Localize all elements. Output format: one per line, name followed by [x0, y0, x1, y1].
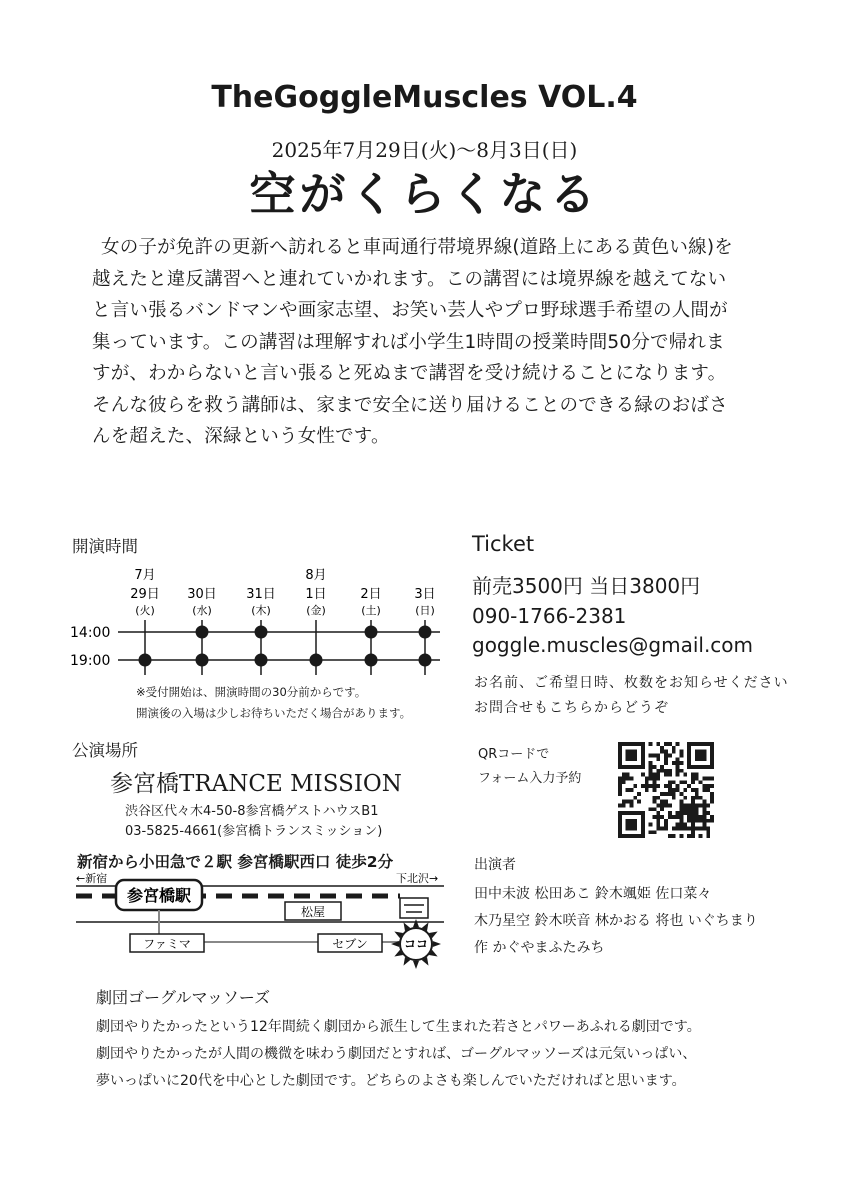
day-month: 7月 — [134, 568, 156, 583]
schedule-note-1: ※受付開始は、開演時間の30分前からです。 — [136, 685, 367, 699]
schedule-note-2: 開演後の入場は少しお待ちいただく場合があります。 — [136, 706, 412, 720]
performance-dot-1900 — [196, 654, 209, 667]
here-label: ココ — [403, 937, 429, 951]
venue-name: 参宮橋TRANCE MISSION — [110, 771, 402, 797]
venue-phone: 03-5825-4661(参宮橋トランスミッション) — [125, 824, 383, 839]
synopsis — [92, 232, 782, 453]
day-weekday: (土) — [361, 604, 381, 617]
cast-line-2: 木乃星空 鈴木咲音 林かおる 将也 いぐちまり — [474, 913, 758, 929]
troupe-line-3: 夢いっぱいに20代を中心とした劇団です。どちらのよさも楽しんでいただければと思います。 — [96, 1073, 686, 1089]
qr-caption-1: QRコードで — [478, 747, 550, 762]
day-weekday: (火) — [135, 604, 155, 617]
performance-dot-1400 — [365, 626, 378, 639]
performance-dot-1400 — [196, 626, 209, 639]
troupe-line-1: 劇団やりたかったという12年間続く劇団から派生して生まれた若さとパワーあふれる劇団です。 — [96, 1019, 701, 1035]
venue-label: 公演場所 — [72, 741, 138, 760]
performance-dot-1400 — [419, 626, 432, 639]
cast-label: 出演者 — [474, 857, 516, 873]
day-weekday: (金) — [306, 604, 326, 617]
performance-dot-1900 — [139, 654, 152, 667]
performance-dot-1400 — [255, 626, 268, 639]
day-date: 30日 — [187, 587, 217, 602]
schedule-grid — [68, 560, 448, 690]
ticket-note-1: お名前、ご希望日時、枚数をお知らせください — [474, 675, 789, 691]
ticket-phone: 090-1766-2381 — [472, 604, 627, 628]
ticket-note-2: お問合せもこちらからどうぞ — [474, 700, 669, 716]
venue-marker — [400, 898, 428, 918]
ticket-price: 前売3500円 当日3800円 — [472, 574, 701, 598]
day-date: 31日 — [246, 587, 276, 602]
troupe-label: 劇団ゴーグルマッソーズ — [96, 988, 271, 1007]
synopsis-line: 越えたと違反講習へと連れていかれます。この講習には境界線を越えてない — [92, 268, 727, 290]
performance-dot-1900 — [365, 654, 378, 667]
synopsis-line: と言い張るバンドマンや画家志望、お笑い芸人やプロ野球選手希望の人間が — [92, 300, 728, 321]
map-left-dir: ←新宿 — [76, 872, 108, 885]
access-directions: 新宿から小田急で２駅 参宮橋駅西口 徒歩2分 — [77, 853, 394, 871]
synopsis-line: 集っています。この講習は理解すれば小学生1時間の授業時間50分で帰れま — [92, 331, 725, 353]
day-date: 2日 — [360, 587, 382, 602]
time-label: 14:00 — [70, 625, 111, 641]
troupe-line-2: 劇団やりたかったが人間の機微を味わう劇団だとすれば、ゴーグルマッソーズは元気いっぱい、 — [96, 1046, 697, 1062]
day-weekday: (日) — [415, 604, 435, 617]
performance-dot-1900 — [419, 654, 432, 667]
seven-label: セブン — [332, 937, 368, 951]
access-map — [70, 870, 450, 982]
schedule-label: 開演時間 — [72, 537, 138, 556]
performance-dates: 2025年7月29日(火)～8月3日(日) — [271, 138, 578, 162]
synopsis-line: んを超えた、深緑という女性です。 — [92, 426, 390, 447]
performance-dot-1900 — [310, 654, 323, 667]
matsuya-label: 松屋 — [300, 905, 326, 919]
day-date: 3日 — [414, 587, 436, 602]
cast-line-1: 田中未波 松田あこ 鈴木颯姫 佐口菜々 — [474, 886, 712, 902]
day-weekday: (水) — [192, 604, 212, 617]
performance-dot-1900 — [255, 654, 268, 667]
famima-label: ファミマ — [143, 937, 191, 951]
map-right-dir: 下北沢→ — [396, 872, 439, 885]
ticket-label: Ticket — [472, 532, 535, 556]
play-title: 空がくらくなる — [249, 167, 600, 221]
time-label: 19:00 — [70, 653, 111, 669]
venue-address: 渋谷区代々木4-50-8参宮橋ゲストハウスB1 — [125, 804, 379, 819]
day-weekday: (木) — [251, 604, 271, 617]
station-name: 参宮橋駅 — [126, 886, 192, 905]
cast-line-3: 作 かぐやまふたみち — [474, 940, 605, 956]
day-date: 29日 — [130, 587, 160, 602]
qr-caption-2: フォーム入力予約 — [478, 771, 582, 786]
qr-code-icon[interactable] — [618, 742, 714, 838]
ticket-email[interactable]: goggle.muscles@gmail.com — [472, 633, 754, 657]
synopsis-line: そんな彼らを救う講師は、家まで安全に送り届けることのできる緑のおばさ — [92, 394, 728, 416]
synopsis-line: 女の子が免許の更新へ訪れると車両通行帯境界線(道路上にある黄色い線)を — [101, 237, 733, 258]
title-en: TheGoggleMuscles VOL.4 — [211, 80, 638, 115]
day-date: 1日 — [305, 587, 327, 602]
synopsis-line: すが、わからないと言い張ると死ぬまで講習を受け続けることになります。 — [92, 363, 727, 384]
day-month: 8月 — [305, 568, 327, 583]
